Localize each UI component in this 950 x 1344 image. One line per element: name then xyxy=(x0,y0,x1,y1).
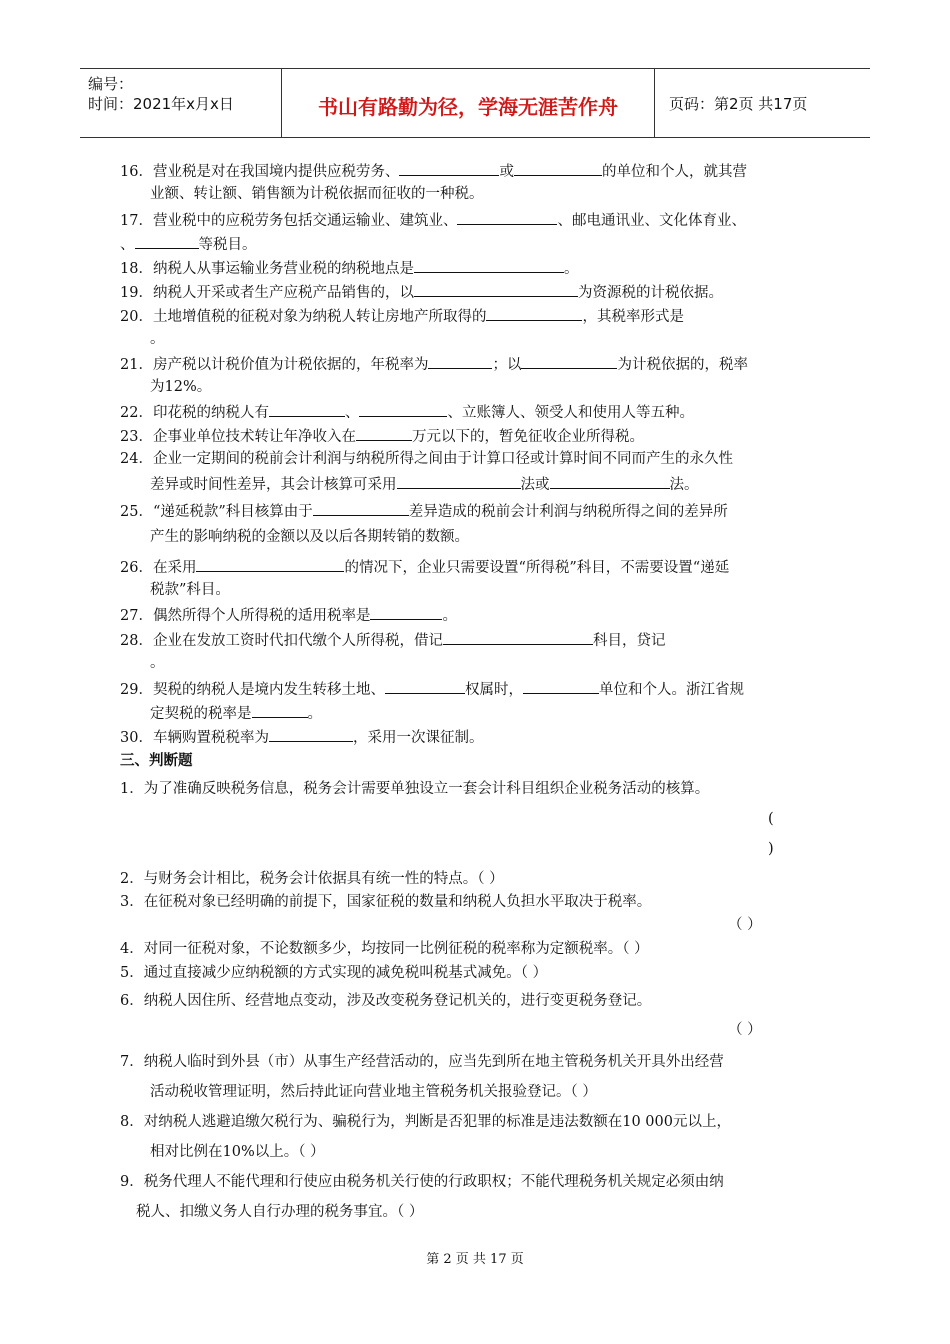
q29-text: 29．契税的纳税人是境内发生转移土地、 xyxy=(120,682,385,698)
q21-text: 21．房产税以计税价值为计税依据的，年税率为 xyxy=(120,357,429,373)
q26-text: 26．在采用 xyxy=(120,560,197,576)
header-info-cell xyxy=(80,69,280,137)
q20-text: ，其税率形式是 xyxy=(582,309,684,325)
page-code: 页码：第2页 共17页 xyxy=(669,95,808,113)
q30-text: 30．车辆购置税税率为 xyxy=(120,730,269,746)
q17-text: 等税目。 xyxy=(198,237,257,253)
header-motto-cell xyxy=(281,69,655,137)
q18-line xyxy=(120,258,578,278)
q27-line xyxy=(120,605,457,625)
q29-text: 权属时， xyxy=(464,682,523,698)
judge-7-line2: 活动税收管理证明，然后持此证向营业地主管税务机关报验登记。（ ） xyxy=(150,1084,597,1100)
q17-text: 17．营业税中的应税劳务包括交通运输业、建筑业、 xyxy=(120,213,458,229)
q16-line1 xyxy=(120,161,747,181)
q16-line2: 业额、转让额、销售额为计税依据而征收的一种税。 xyxy=(150,186,484,202)
q27-text: 。 xyxy=(442,608,457,624)
q30-line xyxy=(120,727,483,747)
blank xyxy=(399,161,499,176)
blank xyxy=(523,679,599,694)
q28-line2: 。 xyxy=(150,655,165,671)
blank xyxy=(397,474,521,489)
blank xyxy=(370,605,442,620)
judge-6: 6．纳税人因住所、经营地点变动，涉及改变税务登记机关的，进行变更税务登记。 xyxy=(120,993,652,1009)
q29-text: 定契税的税率是 xyxy=(150,706,252,722)
blank xyxy=(414,258,564,273)
q25-line1 xyxy=(120,501,728,521)
blank xyxy=(269,727,353,742)
judge-8-line1: 8．对纳税人逃避追缴欠税行为、骗税行为，判断是否犯罪的标准是违法数额在10 000元以上， xyxy=(120,1114,731,1130)
q29-text: 单位和个人。浙江省规 xyxy=(598,682,744,698)
blank xyxy=(521,354,617,369)
judge-7-line1: 7．纳税人临时到外县（市）从事生产经营活动的，应当先到所在地主管税务机关开具外出经营 xyxy=(120,1054,724,1070)
judge-1: 1．为了准确反映税务信息，税务会计需要单独设立一套会计科目组织企业税务活动的核算。 xyxy=(120,781,710,797)
blank xyxy=(414,282,578,297)
q24-text: 法。 xyxy=(669,477,699,493)
q24-line2 xyxy=(150,474,699,494)
q22-text: 、立账簿人、领受人和使用人等五种。 xyxy=(447,405,694,421)
q21-line1 xyxy=(120,354,748,374)
q26-text: 的情况下，企业只需要设置“所得税”科目，不需要设置“递延 xyxy=(344,560,730,576)
q19-line xyxy=(120,282,723,302)
q23-line xyxy=(120,426,644,446)
judge-9-line2: 税人、扣缴义务人自行办理的税务事宜。（ ） xyxy=(136,1204,424,1220)
blank xyxy=(457,210,557,225)
blank xyxy=(252,703,308,718)
q16-text: 的单位和个人，就其营 xyxy=(601,164,747,180)
motto: 书山有路勤为径，学海无涯苦作舟 xyxy=(318,95,618,119)
judge-1-open-paren: ( xyxy=(768,811,774,827)
judge-2: 2．与财务会计相比，税务会计依据具有统一性的特点。（ ） xyxy=(120,871,504,887)
q20-text: 20．土地增值税的征税对象为纳税人转让房地产所取得的 xyxy=(120,309,487,325)
judge-8-line2: 相对比例在10%以上。（ ） xyxy=(150,1144,325,1160)
q24-text: 法或 xyxy=(520,477,550,493)
q22-text: 22．印花税的纳税人有 xyxy=(120,405,269,421)
q25-text: 25．“递延税款”科目核算由于 xyxy=(120,504,313,520)
judge-4: 4．对同一征税对象，不论数额多少，均按同一比例征税的税率称为定额税率。（ ） xyxy=(120,941,649,957)
q25-line2: 产生的影响纳税的金额以及以后各期转销的数额。 xyxy=(150,529,469,545)
blank xyxy=(428,354,492,369)
q27-text: 27．偶然所得个人所得税的适用税率是 xyxy=(120,608,371,624)
q17-text: 、 xyxy=(120,237,135,253)
q26-line1 xyxy=(120,557,729,577)
page-header xyxy=(80,68,870,138)
blank xyxy=(550,474,670,489)
q18-text: 18．纳税人从事运输业务营业税的纳税地点是 xyxy=(120,261,414,277)
q29-line2 xyxy=(150,703,322,723)
judge-5: 5．通过直接减少应纳税额的方式实现的减免税叫税基式减免。（ ） xyxy=(120,965,548,981)
q26-line2: 税款”科目。 xyxy=(150,582,230,598)
q29-line1 xyxy=(120,679,744,699)
q25-text: 差异造成的税前会计利润与纳税所得之间的差异所 xyxy=(408,504,728,520)
header-page-cell xyxy=(655,69,870,137)
blank xyxy=(356,426,412,441)
section-title: 三、判断题 xyxy=(120,753,193,769)
judge-3: 3．在征税对象已经明确的前提下，国家征税的数量和纳税人负担水平取决于税率。 xyxy=(120,894,652,910)
q16-text: 16．营业税是对在我国境内提供应税劳务、 xyxy=(120,164,400,180)
blank xyxy=(443,630,593,645)
number-label: 编号： xyxy=(88,75,134,93)
q30-text: ，采用一次课征制。 xyxy=(352,730,484,746)
judge-1-close-paren: ) xyxy=(768,841,774,857)
blank xyxy=(313,501,409,516)
blank xyxy=(514,161,602,176)
time-label: 时间：2021年x月x日 xyxy=(88,95,234,113)
q28-text: 科目，贷记 xyxy=(592,633,666,649)
q23-text: 23．企事业单位技术转让年净收入在 xyxy=(120,429,356,445)
q20-line2: 。 xyxy=(150,331,165,347)
q19-text: 19．纳税人开采或者生产应税产品销售的，以 xyxy=(120,285,414,301)
q16-text: 或 xyxy=(499,164,514,180)
judge-6-paren: （ ） xyxy=(728,1022,762,1038)
blank xyxy=(486,306,582,321)
q17-line1 xyxy=(120,210,746,230)
q28-line1 xyxy=(120,630,665,650)
q17-line2 xyxy=(120,234,257,254)
q28-text: 28．企业在发放工资时代扣代缴个人所得税，借记 xyxy=(120,633,443,649)
q29-text: 。 xyxy=(307,706,322,722)
q21-line2: 为12%。 xyxy=(150,379,212,395)
page-footer: 第 2 页 共 17 页 xyxy=(426,1252,524,1267)
q22-line xyxy=(120,402,694,422)
q19-text: 为资源税的计税依据。 xyxy=(577,285,723,301)
q24-line1: 24．企业一定期间的税前会计利润与纳税所得之间由于计算口径或计算时间不同而产生的永久性 xyxy=(120,451,733,467)
q24-text: 差异或时间性差异，其会计核算可采用 xyxy=(150,477,397,493)
q21-text: ；以 xyxy=(492,357,522,373)
q17-text: 、邮电通讯业、文化体育业、 xyxy=(557,213,746,229)
blank xyxy=(269,402,345,417)
blank xyxy=(385,679,465,694)
q23-text: 万元以下的，暂免征收企业所得税。 xyxy=(411,429,644,445)
q22-text: 、 xyxy=(344,405,360,421)
blank xyxy=(359,402,447,417)
q20-line1 xyxy=(120,306,684,326)
judge-3-paren: （ ） xyxy=(728,917,762,933)
q21-text: 为计税依据的，税率 xyxy=(617,357,748,373)
q18-text: 。 xyxy=(563,261,579,277)
blank xyxy=(196,557,344,572)
judge-9-line1: 9．税务代理人不能代理和行使应由税务机关行使的行政职权；不能代理税务机关规定必须由纳 xyxy=(120,1174,724,1190)
blank xyxy=(135,234,199,249)
